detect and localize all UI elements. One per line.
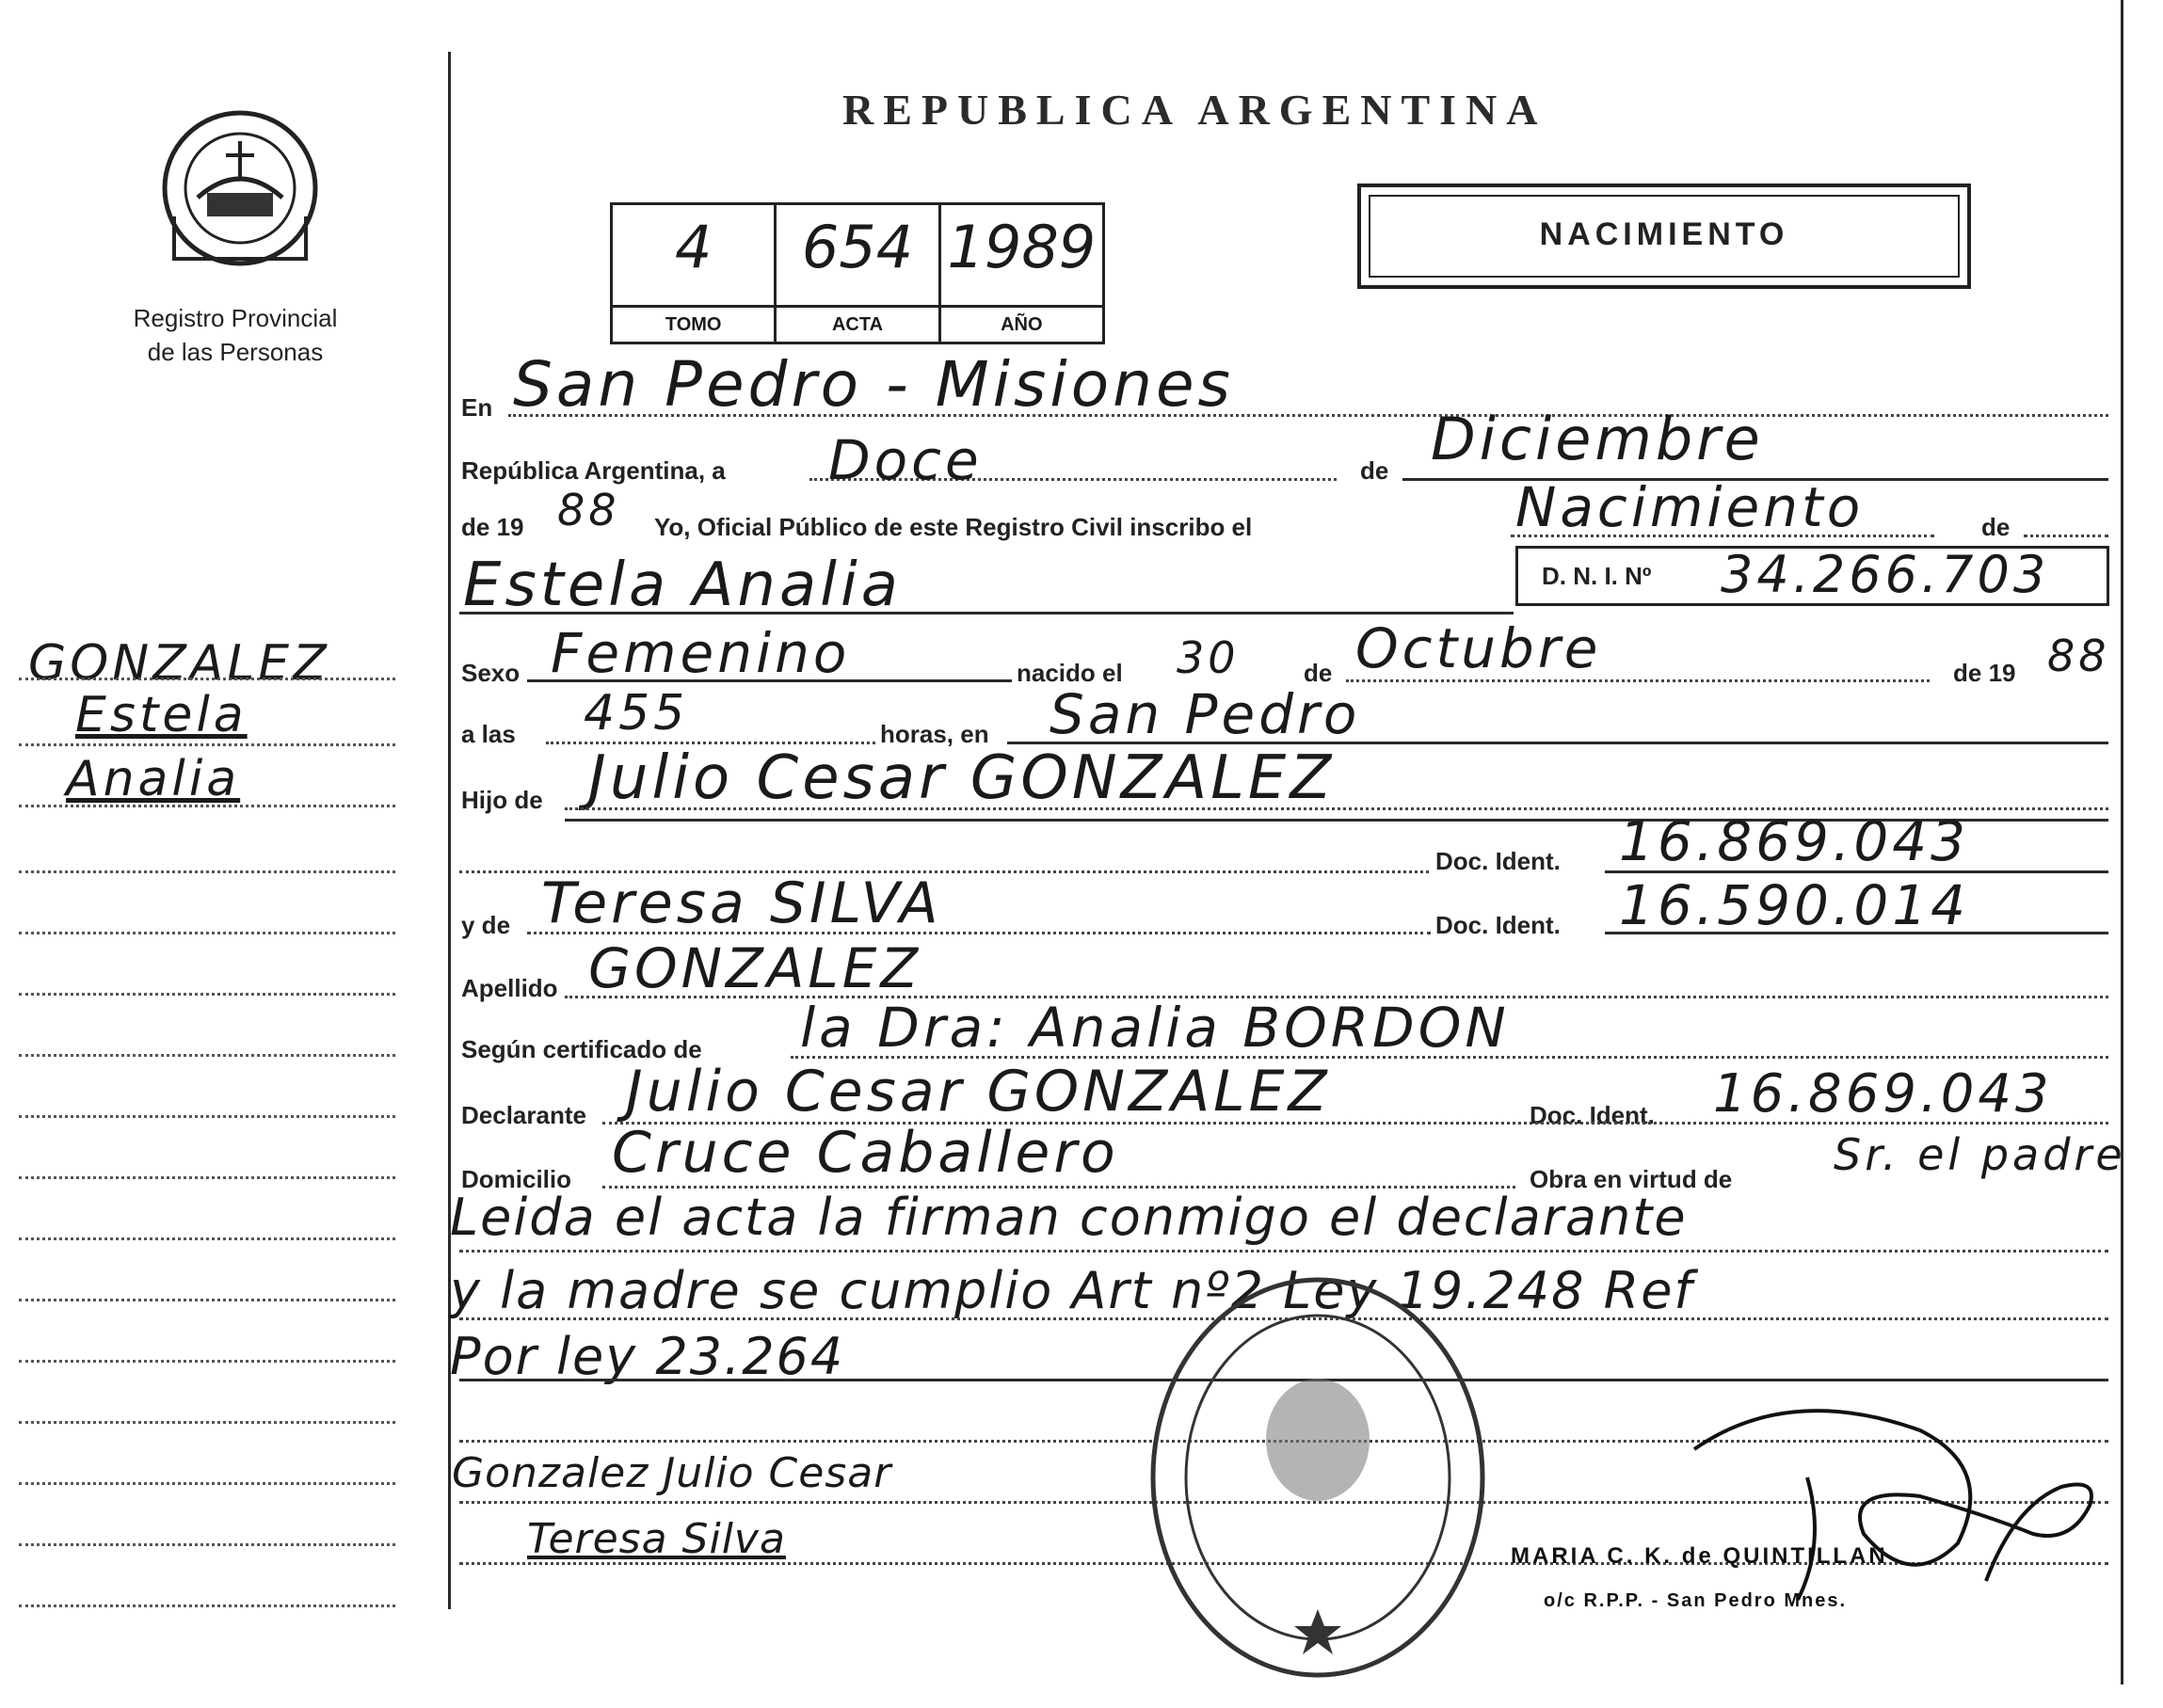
record-number-box — [610, 202, 1105, 344]
value-nombre: Estela Analia — [463, 551, 902, 620]
label-obra: Obra en virtud de — [1530, 1165, 1733, 1193]
value-sexo: Femenino — [551, 621, 851, 685]
acta-value: 654 — [801, 213, 914, 281]
label-sexo: Sexo — [461, 659, 521, 687]
margin-line — [19, 1543, 395, 1546]
dotline — [527, 932, 1431, 934]
anio-value: 1989 — [947, 213, 1097, 281]
value-madre: Teresa SILVA — [541, 870, 942, 936]
rule — [527, 679, 1012, 682]
label-yo-oficial: Yo, Oficial Público de este Registro Civil inscribo el — [654, 513, 1253, 541]
margin-line — [19, 993, 395, 996]
label-doc-ident-declarante: Doc. Ident. — [1530, 1101, 1655, 1129]
registry-line-2: de las Personas — [147, 338, 324, 366]
dni-box — [1515, 546, 2109, 606]
margin-name-1: Estela — [75, 687, 248, 743]
margin-surname: GONZALEZ — [28, 635, 330, 692]
value-domicilio: Cruce Caballero — [612, 1120, 1119, 1186]
official-signature — [1675, 1393, 2118, 1609]
country-title: REPUBLICA ARGENTINA — [842, 86, 1547, 134]
margin-name-2: Analia — [66, 751, 241, 807]
value-obra: Sr. el padre — [1834, 1129, 2126, 1180]
provincial-seal-logo — [155, 104, 325, 273]
value-obs-3: Por ley 23.264 — [450, 1327, 845, 1386]
label-en: En — [461, 393, 493, 422]
margin-line — [19, 805, 395, 807]
acta-cell — [777, 205, 940, 342]
label-domicilio: Domicilio — [461, 1165, 572, 1193]
label-doc-ident-madre: Doc. Ident. — [1435, 911, 1561, 939]
value-declarante: Julio Cesar GONZALEZ — [626, 1059, 1331, 1125]
label-hijo-de: Hijo de — [461, 786, 543, 814]
label-de-mes: de — [1304, 659, 1333, 687]
value-lugar-nac: San Pedro — [1049, 682, 1361, 746]
label-dni: D. N. I. Nº — [1542, 562, 1652, 590]
label-de: de — [1360, 456, 1389, 485]
margin-line — [19, 1482, 395, 1485]
doc-type-label: NACIMIENTO — [1369, 195, 1960, 278]
value-padre-doc: 16.869.043 — [1619, 809, 1970, 873]
value-dia-inscripcion: Doce — [828, 428, 983, 492]
label-a-las: a las — [461, 720, 516, 748]
margin-line — [19, 1176, 395, 1179]
label-doc-ident: Doc. Ident. — [1435, 847, 1561, 875]
value-padre: Julio Cesar GONZALEZ — [588, 743, 1336, 813]
official-sub: o/c R.P.P. - San Pedro Mnes. — [1544, 1590, 1848, 1611]
value-apellido: GONZALEZ — [588, 936, 922, 1000]
value-obs-2: y la madre se cumplio Art nº2 Ley 19.248 Ref — [450, 1261, 1694, 1320]
margin-line — [19, 1421, 395, 1424]
value-mes-nac: Octubre — [1355, 616, 1602, 680]
doc-type-box — [1357, 184, 1971, 289]
value-obs-1: Leida el acta la firman conmigo el declarante — [450, 1188, 1688, 1247]
margin-line — [19, 932, 395, 934]
acta-label: ACTA — [777, 305, 937, 342]
value-hora: 455 — [584, 685, 689, 742]
value-acto: Nacimiento — [1515, 475, 1865, 539]
form-right-border — [2121, 0, 2123, 1684]
dotline — [459, 1250, 2108, 1253]
margin-line — [19, 1360, 395, 1363]
official-stamp — [1144, 1270, 1492, 1684]
margin-line — [19, 1054, 395, 1057]
signature-padre: Gonzalez Julio Cesar — [452, 1449, 892, 1497]
margin-line — [19, 1604, 395, 1607]
value-lugar: San Pedro - Misiones — [513, 348, 1234, 421]
margin-line — [19, 1299, 395, 1301]
value-madre-doc: 16.590.014 — [1619, 873, 1970, 937]
signature-madre: Teresa Silva — [527, 1515, 786, 1563]
margin-line — [19, 1115, 395, 1118]
registry-name — [75, 301, 395, 369]
anio-label: AÑO — [941, 305, 1102, 342]
label-horas-en: horas, en — [880, 720, 989, 748]
label-de-end: de — [1981, 513, 2011, 541]
tomo-value: 4 — [674, 213, 713, 281]
margin-line — [19, 1237, 395, 1240]
label-y-de: y de — [461, 911, 511, 939]
label-apellido: Apellido — [461, 974, 558, 1002]
dotline — [1346, 679, 1930, 682]
value-dni: 34.266.703 — [1721, 545, 2050, 604]
value-mes-inscripcion: Diciembre — [1431, 405, 1764, 473]
label-segun: Según certificado de — [461, 1035, 702, 1063]
rule — [1605, 932, 2108, 934]
value-dia-nac: 30 — [1177, 632, 1240, 683]
tomo-label: TOMO — [613, 305, 774, 342]
value-certificado: la Dra: Analia BORDON — [800, 996, 1510, 1060]
label-de-19b: de 19 — [1953, 659, 2016, 687]
label-nacido-el: nacido el — [1017, 659, 1123, 687]
tomo-cell — [613, 205, 777, 342]
value-anio-nac: 88 — [2047, 631, 2110, 681]
label-de-19: de 19 — [461, 513, 524, 541]
margin-line — [19, 678, 395, 680]
value-declarante-doc: 16.869.043 — [1713, 1063, 2053, 1125]
margin-line — [19, 870, 395, 873]
margin-line — [19, 743, 395, 746]
value-anio-inscripcion: 88 — [557, 485, 620, 535]
anio-cell — [941, 205, 1102, 342]
official-name: MARIA C. K. de QUINTILLAN — [1511, 1543, 1888, 1569]
label-declarante: Declarante — [461, 1101, 586, 1129]
registry-line-1: Registro Provincial — [133, 304, 338, 332]
rule — [459, 612, 1514, 615]
label-republica: República Argentina, a — [461, 456, 726, 485]
dotline — [2024, 535, 2108, 537]
